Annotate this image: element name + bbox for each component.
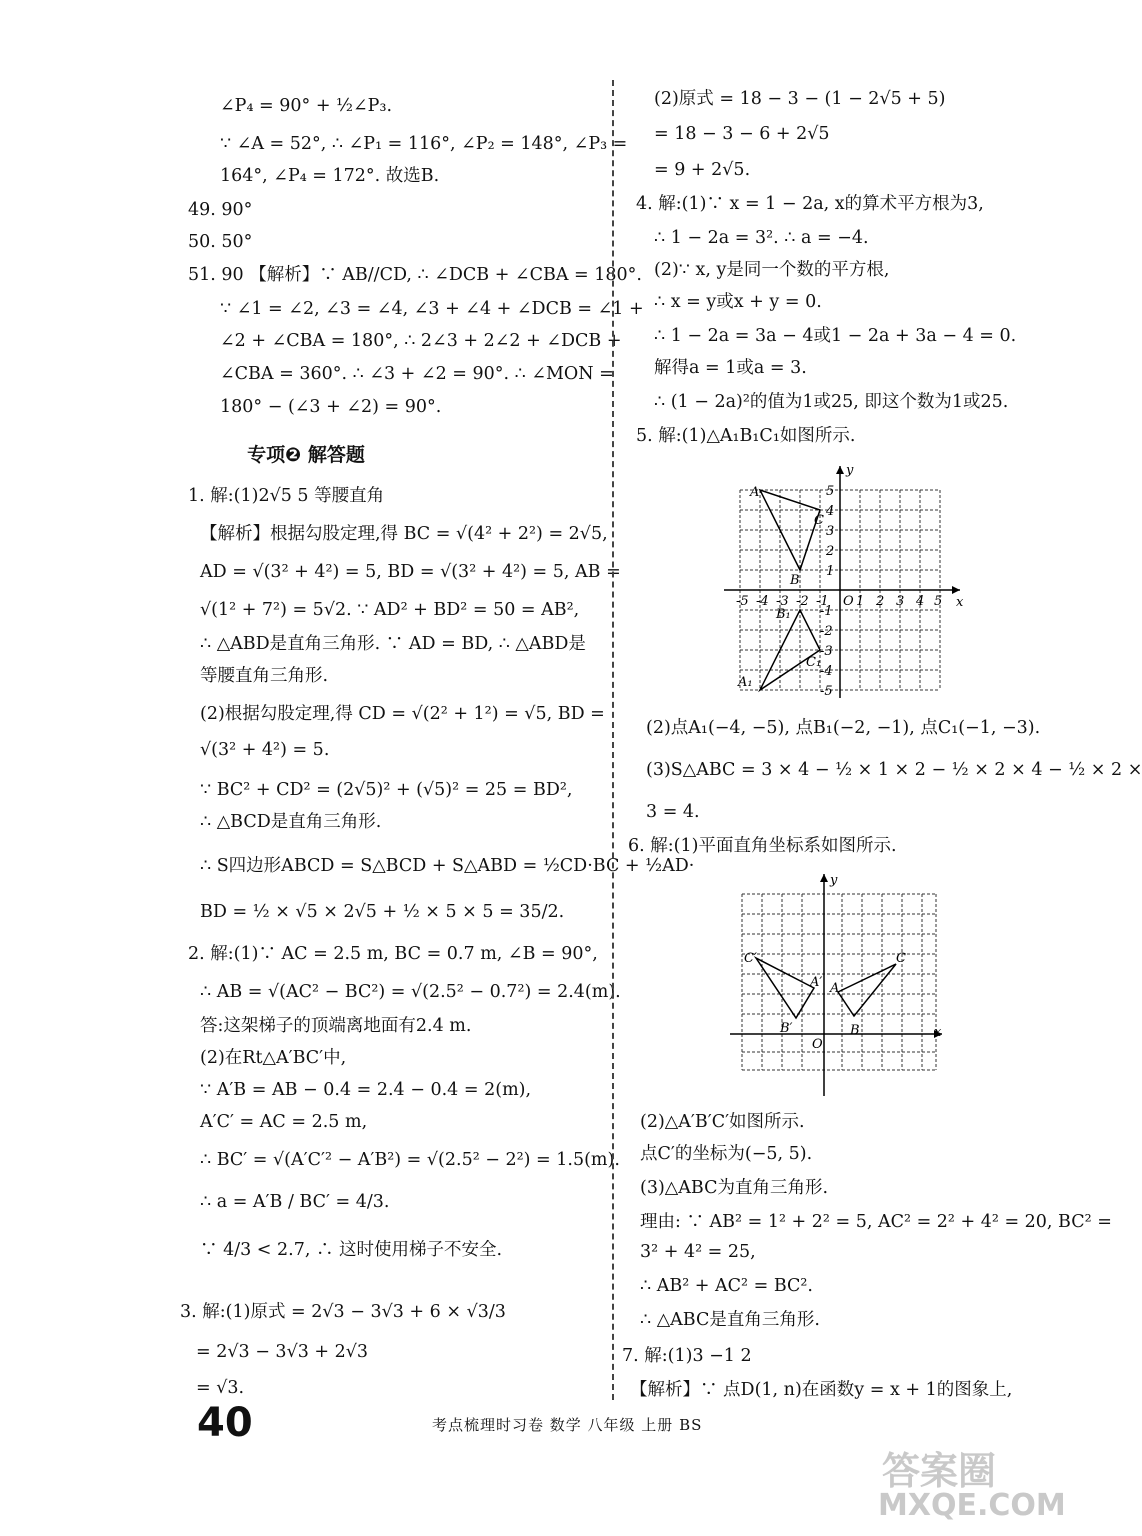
text-line: 50. 50° — [188, 232, 253, 252]
point-label: C′ — [744, 951, 757, 966]
tick-label: -3 — [820, 644, 833, 659]
text-line: ∠CBA = 360°. ∴ ∠3 + ∠2 = 90°. ∴ ∠MON = — [220, 364, 614, 384]
text-line: 51. 90 【解析】∵ AB//CD, ∴ ∠DCB + ∠CBA = 180°. — [188, 265, 642, 285]
tick-label: 4 — [826, 504, 835, 519]
axis-label-x: x — [956, 595, 964, 610]
text-line: 1. 解:(1)2√5 5 等腰直角 — [188, 486, 385, 506]
text-line: 6. 解:(1)平面直角坐标系如图所示. — [628, 836, 897, 856]
tick-label: 1 — [826, 564, 835, 579]
origin-label: O — [812, 1037, 823, 1052]
text-line: 等腰直角三角形. — [200, 666, 329, 686]
text-line: = 9 + 2√5. — [654, 160, 751, 180]
text-line: = 2√3 − 3√3 + 2√3 — [196, 1342, 369, 1362]
tick-label: -4 — [756, 594, 769, 609]
text-line: 3² + 4² = 25, — [640, 1242, 756, 1262]
text-line: (2)原式 = 18 − 3 − (1 − 2√5 + 5) — [654, 89, 946, 109]
tick-label: 2 — [826, 544, 835, 559]
column-divider — [612, 80, 614, 1400]
watermark-line1: 答案圈 — [882, 1449, 997, 1493]
footer-text: 考点梳理时习卷 数学 八年级 上册 BS — [432, 1416, 703, 1434]
tick-label: -1 — [820, 604, 833, 619]
axis-label-x: x — [934, 1025, 942, 1040]
tick-label: 5 — [934, 594, 943, 609]
text-line: 3. 解:(1)原式 = 2√3 − 3√3 + 6 × √3/3 — [180, 1302, 506, 1322]
tick-label: 3 — [896, 594, 905, 609]
text-line: = √3. — [196, 1378, 245, 1398]
text-line: 2. 解:(1)∵ AC = 2.5 m, BC = 0.7 m, ∠B = 90°, — [188, 944, 598, 964]
axis-label-y: y — [830, 873, 838, 888]
tick-label: -1 — [816, 594, 829, 609]
text-line: ∵ A′B = AB − 0.4 = 2.4 − 0.4 = 2(m), — [200, 1080, 532, 1100]
text-line: ∴ 1 − 2a = 3². ∴ a = −4. — [654, 228, 869, 248]
coordinate-grid-2 — [726, 870, 948, 1100]
point-label: C — [896, 951, 906, 966]
tick-label: -3 — [776, 594, 789, 609]
text-line: (2)在Rt△A′BC′中, — [200, 1048, 347, 1068]
watermark-line2: MXQE.COM — [878, 1488, 1066, 1523]
text-line: 点C′的坐标为(−5, 5). — [640, 1144, 813, 1164]
point-label: B — [790, 573, 800, 588]
point-label: A₁ — [738, 675, 753, 690]
text-line: 理由: ∵ AB² = 1² + 2² = 5, AC² = 2² + 4² = 20, BC² = — [640, 1212, 1112, 1232]
text-line: ∴ x = y或x + y = 0. — [654, 292, 822, 312]
point-label: A′ — [810, 975, 823, 990]
text-line: ∴ △ABC是直角三角形. — [640, 1310, 820, 1330]
tick-label: 1 — [856, 594, 865, 609]
text-line: ∴ △ABD是直角三角形. ∵ AD = BD, ∴ △ABD是 — [200, 634, 586, 654]
watermark — [870, 1440, 1066, 1530]
text-line: ∴ BC′ = √(A′C′² − A′B²) = √(2.5² − 2²) = 1.5(m). — [200, 1150, 620, 1170]
text-line: AD = √(3² + 4²) = 5, BD = √(3² + 4²) = 5, AB = — [200, 562, 621, 582]
text-line: 答:这架梯子的顶端离地面有2.4 m. — [200, 1016, 472, 1036]
text-line: ∵ ∠A = 52°, ∴ ∠P₁ = 116°, ∠P₂ = 148°, ∠P₃ = — [220, 134, 628, 154]
text-line: 4. 解:(1)∵ x = 1 − 2a, x的算术平方根为3, — [636, 194, 984, 214]
text-line: ∴ △BCD是直角三角形. — [200, 812, 382, 832]
text-line: 解得a = 1或a = 3. — [654, 358, 807, 378]
text-line: (2)∵ x, y是同一个数的平方根, — [654, 260, 890, 280]
point-label: C — [814, 513, 824, 528]
text-line: ∠2 + ∠CBA = 180°, ∴ 2∠3 + 2∠2 + ∠DCB + — [220, 331, 622, 351]
text-line: 【解析】根据勾股定理,得 BC = √(4² + 2²) = 2√5, — [200, 524, 608, 544]
axis-label-y: y — [846, 463, 854, 478]
text-line: ∵ BC² + CD² = (2√5)² + (√5)² = 25 = BD², — [200, 780, 573, 800]
text-line: 5. 解:(1)△A₁B₁C₁如图所示. — [636, 426, 856, 446]
text-line: ∴ AB² + AC² = BC². — [640, 1276, 813, 1296]
tick-label: 5 — [826, 484, 835, 499]
tick-label: 4 — [916, 594, 925, 609]
text-line: (3)S△ABC = 3 × 4 − ½ × 1 × 2 − ½ × 2 × 4 − ½ × 2 × — [646, 760, 1142, 780]
tick-label: -2 — [820, 624, 833, 639]
text-line: (2)点A₁(−4, −5), 点B₁(−2, −1), 点C₁(−1, −3). — [646, 718, 1041, 738]
text-line: (2)根据勾股定理,得 CD = √(2² + 1²) = √5, BD = — [200, 704, 605, 724]
point-label: B — [850, 1023, 860, 1038]
text-line: ∴ S四边形ABCD = S△BCD + S△ABD = ½CD·BC + ½AD· — [200, 856, 695, 876]
point-label: B′ — [780, 1021, 793, 1036]
tick-label: O — [843, 594, 854, 609]
tick-label: -2 — [796, 594, 809, 609]
text-line: BD = ½ × √5 × 2√5 + ½ × 5 × 5 = 35/2. — [200, 902, 565, 922]
text-line: ∴ 1 − 2a = 3a − 4或1 − 2a + 3a − 4 = 0. — [654, 326, 1017, 346]
coordinate-grid-1 — [722, 460, 972, 700]
page-number: 40 — [197, 1400, 253, 1446]
text-line: √(3² + 4²) = 5. — [200, 740, 330, 760]
triangle-abc — [838, 964, 896, 1016]
text-line: 3 = 4. — [646, 802, 700, 822]
text-line: ∴ (1 − 2a)²的值为1或25, 即这个数为1或25. — [654, 392, 1009, 412]
text-line: ∵ ∠1 = ∠2, ∠3 = ∠4, ∠3 + ∠4 + ∠DCB = ∠1 + — [220, 299, 644, 319]
text-line: (3)△ABC为直角三角形. — [640, 1178, 829, 1198]
section-title: 专项❷ 解答题 — [247, 444, 365, 466]
text-line: 164°, ∠P₄ = 172°. 故选B. — [220, 166, 440, 186]
text-line: 49. 90° — [188, 200, 253, 220]
text-line: 7. 解:(1)3 −1 2 — [622, 1346, 752, 1366]
text-line: A′C′ = AC = 2.5 m, — [200, 1112, 368, 1132]
text-line: = 18 − 3 − 6 + 2√5 — [654, 124, 830, 144]
point-label: B₁ — [776, 607, 791, 622]
point-label: C₁ — [806, 655, 822, 670]
tick-label: -4 — [820, 664, 833, 679]
triangle-a-prime — [756, 958, 814, 1018]
tick-label: 2 — [876, 594, 885, 609]
point-label: A — [830, 981, 840, 996]
point-label: A — [750, 485, 760, 500]
text-line: 180° − (∠3 + ∠2) = 90°. — [220, 397, 442, 417]
text-line: 【解析】∵ 点D(1, n)在函数y = x + 1的图象上, — [630, 1380, 1013, 1400]
text-line: ∵ 4/3 < 2.7, ∴ 这时使用梯子不安全. — [200, 1240, 503, 1260]
tick-label: 3 — [826, 524, 835, 539]
tick-label: -5 — [736, 594, 749, 609]
text-line: ∠P₄ = 90° + ½∠P₃. — [220, 96, 393, 116]
text-line: (2)△A′B′C′如图所示. — [640, 1112, 805, 1132]
text-line: √(1² + 7²) = 5√2. ∵ AD² + BD² = 50 = AB², — [200, 600, 580, 620]
text-line: ∴ a = A′B / BC′ = 4/3. — [200, 1192, 390, 1212]
text-line: ∴ AB = √(AC² − BC²) = √(2.5² − 0.7²) = 2.4(m). — [200, 982, 621, 1002]
tick-label: -5 — [820, 684, 833, 699]
